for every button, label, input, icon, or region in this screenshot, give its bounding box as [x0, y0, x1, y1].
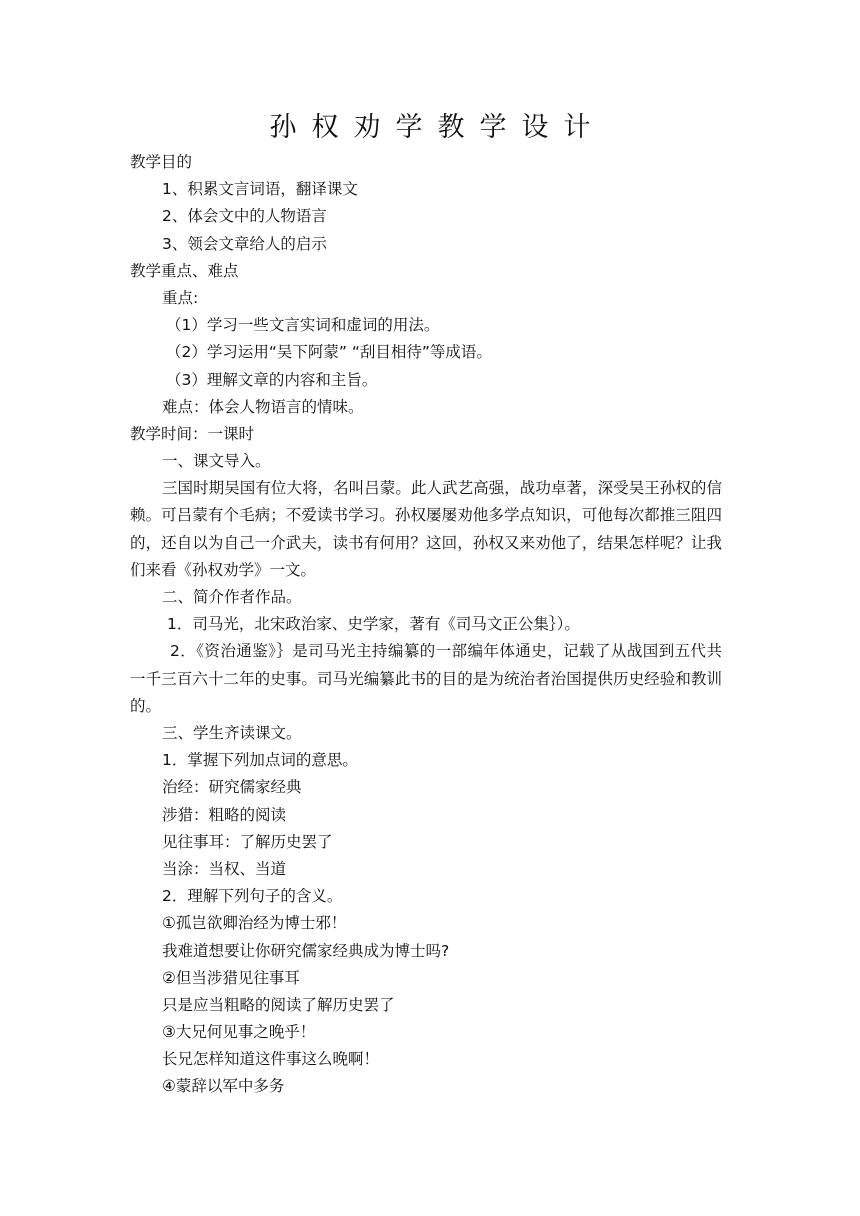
- objectives-heading: 教学目的: [130, 153, 193, 171]
- sentence-item: ①孤岂欲卿治经为博士邪！: [162, 914, 347, 933]
- author-item: 1．司马光，北宋政治家、史学家，著有《司马文正公集｝）。: [167, 615, 580, 634]
- section-heading-reading: 三、学生齐读课文。: [162, 724, 302, 743]
- sentence-item: ③大兄何见事之晚乎！: [162, 1023, 316, 1042]
- objective-item: 3、领会文章给人的启示: [162, 234, 327, 253]
- work-item-paragraph: 2．《资治通鉴》｝是司马光主持编纂的一部编年体通史，记载了从战国到五代共一千三百六十二年的史事。司马光编纂此书的目的是为统治者治国提供历史经验和教训的。: [130, 642, 722, 715]
- objective-item: 1、积累文言词语，翻译课文: [162, 180, 358, 199]
- word-definition: 见往事耳：了解历史罢了: [162, 832, 333, 851]
- section-heading-author: 二、简介作者作品。: [162, 588, 302, 607]
- sentence-item: ②但当涉猎见往事耳: [162, 968, 300, 987]
- sentence-translation: 只是应当粗略的阅读了解历史罢了: [162, 995, 395, 1014]
- subsection-heading: 1．掌握下列加点词的意思。: [162, 751, 358, 770]
- focus-label: 重点:: [162, 288, 199, 307]
- page-title: 孙权劝学教学设计: [269, 112, 606, 143]
- key-points-heading: 教学重点、难点: [130, 261, 239, 280]
- sentence-translation: 长兄怎样知道这件事这么晚啊！: [162, 1050, 380, 1069]
- word-definition: 涉猎：粗略的阅读: [162, 805, 287, 824]
- focus-item: （2）学习运用“吴下阿蒙” “刮目相待”等成语。: [166, 343, 492, 362]
- teaching-time: 教学时间：一课时: [130, 424, 255, 443]
- objective-item: 2、体会文中的人物语言: [162, 207, 327, 226]
- word-definition: 当涂：当权、当道: [162, 859, 287, 878]
- word-definition: 治经：研究儒家经典: [162, 778, 302, 797]
- sentence-item: ④蒙辞以军中多务: [162, 1077, 285, 1096]
- subsection-heading: 2．理解下列句子的含义。: [162, 887, 343, 906]
- sentence-translation: 我难道想要让你研究儒家经典成为博士吗?: [162, 941, 450, 960]
- focus-item: （3）理解文章的内容和主旨。: [166, 370, 378, 389]
- intro-paragraph: 三国时期吴国有位大将，名叫吕蒙。此人武艺高强，战功卓著，深受吴王孙权的信赖。可吕蒙有个毛病；不爱读书学习。孙权屡屡劝他多学点知识，可他每次都推三阻四的，还自以为自己一介武夫，读书有何用？这回，孙权又来劝他了，结果怎样呢？让我们来看《孙权劝学》一文。: [130, 479, 722, 579]
- focus-item: （1）学习一些文言实词和虚词的用法。: [166, 316, 440, 335]
- section-heading-intro: 一、课文导入。: [162, 452, 271, 471]
- difficulty-text: 难点：体会人物语言的情味。: [162, 397, 364, 416]
- document-body: [130, 149, 722, 1101]
